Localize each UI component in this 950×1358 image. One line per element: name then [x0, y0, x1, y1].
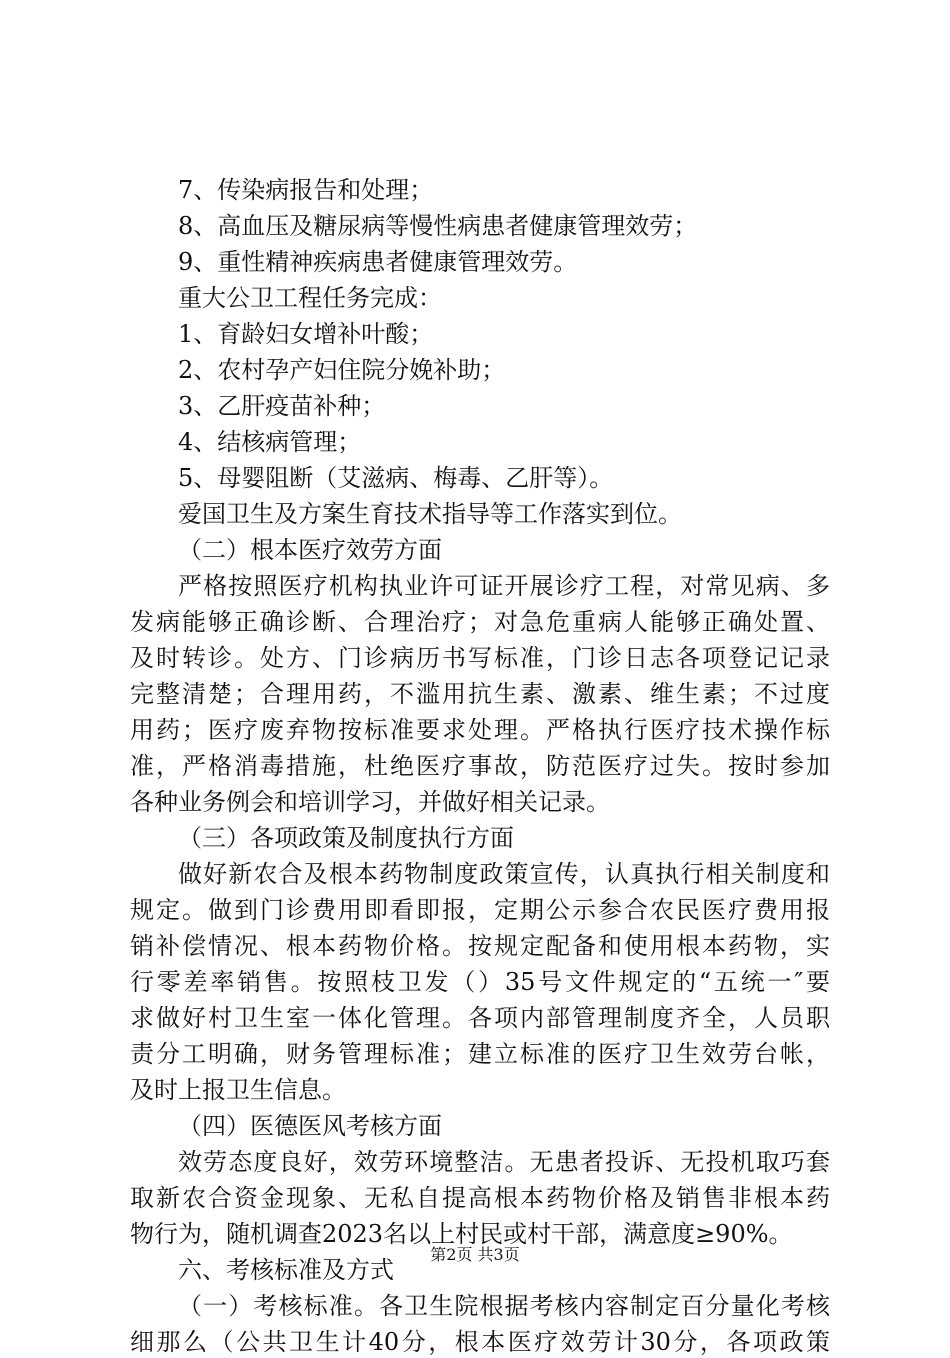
paragraph-line: 用药；医疗废弃物按标准要求处理。严格执行医疗技术操作标 — [130, 716, 830, 744]
paragraph-line: 行零差率销售。按照枝卫发（）35号文件规定的“五统一″要 — [130, 968, 830, 996]
paragraph-line: 责分工明确，财务管理标准；建立标准的医疗卫生效劳台帐， — [130, 1040, 830, 1068]
list-item: 4、结核病管理； — [178, 428, 362, 456]
list-item: 1、育龄妇女增补叶酸； — [178, 320, 434, 348]
paragraph-line: 取新农合资金现象、无私自提高根本药物价格及销售非根本药 — [130, 1184, 830, 1212]
list-item: 2、农村孕产妇住院分娩补助； — [178, 356, 506, 384]
section-heading: 六、考核标准及方式 — [178, 1256, 394, 1284]
paragraph-line: 各种业务例会和培训学习，并做好相关记录。 — [130, 788, 610, 816]
list-item: 5、母婴阻断（艾滋病、梅毒、乙肝等）。 — [178, 464, 614, 492]
list-item: 9、重性精神疾病患者健康管理效劳。 — [178, 248, 578, 276]
paragraph-line: 爱国卫生及方案生育技术指导等工作落实到位。 — [178, 500, 682, 528]
paragraph-line: 重大公卫工程任务完成： — [178, 284, 442, 312]
paragraph-line: 严格按照医疗机构执业许可证开展诊疗工程，对常见病、多 — [178, 572, 830, 600]
list-item: 3、乙肝疫苗补种； — [178, 392, 386, 420]
paragraph-line: 准，严格消毒措施，杜绝医疗事故，防范医疗过失。按时参加 — [130, 752, 830, 780]
paragraph-line: 做好新农合及根本药物制度政策宣传，认真执行相关制度和 — [178, 860, 830, 888]
list-item: 7、传染病报告和处理； — [178, 176, 434, 204]
paragraph-line: 效劳态度良好，效劳环境整洁。无患者投诉、无投机取巧套 — [178, 1148, 830, 1176]
list-item: 8、高血压及糖尿病等慢性病患者健康管理效劳； — [178, 212, 698, 240]
paragraph-line: 及时上报卫生信息。 — [130, 1076, 346, 1104]
section-heading: （四）医德医风考核方面 — [178, 1112, 442, 1140]
paragraph-line: 细那么（公共卫生计40分，根本医疗效劳计30分，各项政策 — [130, 1328, 830, 1356]
paragraph-line: 完整清楚；合理用药，不滥用抗生素、激素、维生素；不过度 — [130, 680, 830, 708]
paragraph-line: （一）考核标准。各卫生院根据考核内容制定百分量化考核 — [178, 1292, 830, 1320]
section-heading: （二）根本医疗效劳方面 — [178, 536, 442, 564]
paragraph-line: 规定。做到门诊费用即看即报，定期公示参合农民医疗费用报 — [130, 896, 830, 924]
paragraph-line: 及时转诊。处方、门诊病历书写标准，门诊日志各项登记记录 — [130, 644, 830, 672]
paragraph-line: 发病能够正确诊断、合理治疗；对急危重病人能够正确处置、 — [130, 608, 830, 636]
paragraph-line: 物行为，随机调查2023名以上村民或村干部，满意度≥90%。 — [130, 1220, 793, 1248]
page-number: 第2页 共3页 — [430, 1245, 520, 1264]
section-heading: （三）各项政策及制度执行方面 — [178, 824, 514, 852]
paragraph-line: 求做好村卫生室一体化管理。各项内部管理制度齐全，人员职 — [130, 1004, 830, 1032]
paragraph-line: 销补偿情况、根本药物价格。按规定配备和使用根本药物，实 — [130, 932, 830, 960]
